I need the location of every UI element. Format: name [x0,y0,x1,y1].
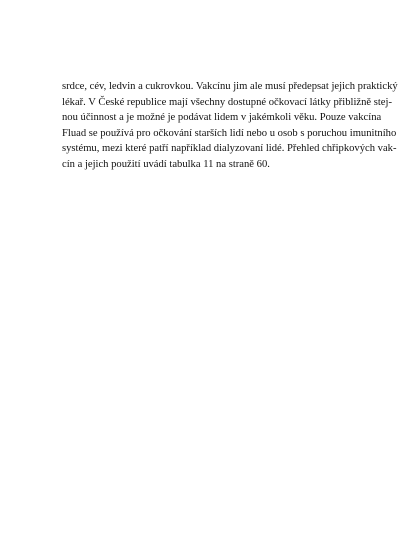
paragraph-line: nou účinnost a je možné je podávat lidem v jakémkoli věku. Pouze vakcína [62,112,382,124]
paragraph-line: systému, mezi které patří například dialyzovaní lidé. Přehled chřipkových vak- [62,143,397,155]
paragraph-line: Fluad se používá pro očkování starších lidí nebo u osob s poruchou imunitního [62,127,397,139]
body-paragraph [62,79,398,173]
paragraph-line: srdce, cév, ledvin a cukrovkou. Vakcínu jim ale musí předepsat jejich praktický [62,81,398,92]
paragraph-line: cín a jejich použití uvádí tabulka 11 na straně 60. [62,158,270,170]
paragraph-line: lékař. V České republice mají všechny dostupné očkovací látky přibližně stej- [62,96,392,108]
